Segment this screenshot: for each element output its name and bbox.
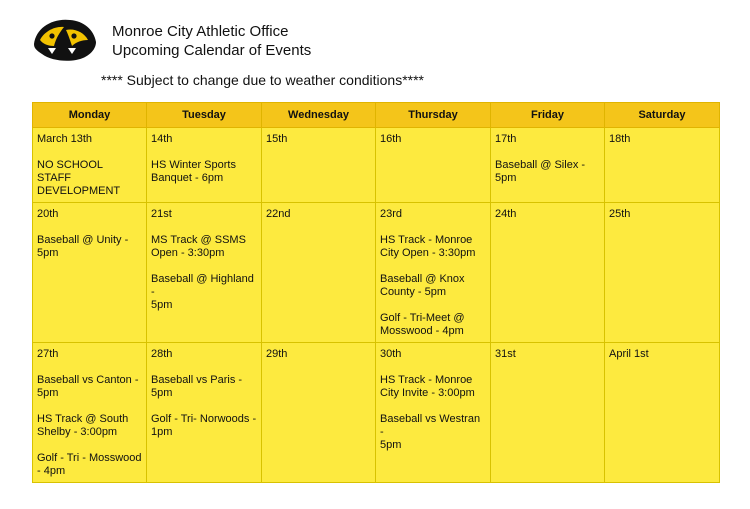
day-date: 21st <box>151 208 172 220</box>
calendar-day-cell <box>262 203 376 343</box>
day-date: 14th <box>151 133 173 145</box>
event-entry: NO SCHOOL STAFF DEVELOPMENT <box>37 159 121 197</box>
day-date: 31st <box>495 348 516 360</box>
calendar-day-cell <box>491 203 605 343</box>
day-date: 29th <box>266 348 288 360</box>
calendar-day-cell <box>605 343 720 483</box>
calendar-day-cell <box>605 128 720 203</box>
day-date: 16th <box>380 133 402 145</box>
office-name: Monroe City Athletic Office <box>112 23 289 40</box>
calendar-day-cell <box>376 128 491 203</box>
day-date: 23rd <box>380 208 403 220</box>
day-date: April 1st <box>609 348 649 360</box>
calendar-week-row <box>33 343 720 483</box>
event-entry: MS Track @ SSMS Open - 3:30pm <box>151 234 246 259</box>
day-header-monday: Monday <box>33 103 147 128</box>
calendar-day-cell <box>147 128 262 203</box>
day-date: 20th <box>37 208 59 220</box>
event-entry: Baseball vs Westran - 5pm <box>380 413 481 451</box>
calendar-day-cell <box>33 128 147 203</box>
calendar-title: Upcoming Calendar of Events <box>112 42 312 59</box>
day-date: 30th <box>380 348 402 360</box>
event-entry: Baseball vs Paris - 5pm <box>151 374 243 399</box>
calendar-week-row <box>33 128 720 203</box>
calendar-day-cell <box>605 203 720 343</box>
calendar-day-cell <box>262 128 376 203</box>
event-entry: Golf - Tri - Mosswood - 4pm <box>37 452 142 477</box>
calendar-day-cell <box>147 343 262 483</box>
event-entry: Baseball @ Silex - 5pm <box>495 159 586 184</box>
day-date: 27th <box>37 348 59 360</box>
day-date: 24th <box>495 208 517 220</box>
day-date: March 13th <box>37 133 93 145</box>
weather-notice: **** Subject to change due to weather conditions**** <box>101 72 424 88</box>
calendar-week-row <box>33 203 720 343</box>
day-date: 22nd <box>266 208 291 220</box>
day-header-saturday: Saturday <box>605 103 720 128</box>
event-entry: Baseball @ Highland - 5pm <box>151 273 254 311</box>
day-date: 18th <box>609 133 631 145</box>
day-header-thursday: Thursday <box>376 103 491 128</box>
event-entry: HS Winter Sports Banquet - 6pm <box>151 159 236 184</box>
event-entry: HS Track @ South Shelby - 3:00pm <box>37 413 129 438</box>
event-entry: Golf - Tri- Norwoods - 1pm <box>151 413 257 438</box>
day-date: 28th <box>151 348 173 360</box>
day-date: 15th <box>266 133 288 145</box>
calendar-day-cell <box>147 203 262 343</box>
calendar-day-cell <box>262 343 376 483</box>
calendar-day-cell <box>33 203 147 343</box>
calendar-header-row <box>33 103 720 128</box>
calendar-day-cell <box>491 343 605 483</box>
day-header-tuesday: Tuesday <box>147 103 262 128</box>
event-entry: HS Track - Monroe City Invite - 3:00pm <box>380 374 475 399</box>
calendar-day-cell <box>376 343 491 483</box>
event-entry: Baseball @ Unity - 5pm <box>37 234 129 259</box>
calendar-day-cell <box>491 128 605 203</box>
event-entry: HS Track - Monroe City Open - 3:30pm <box>380 234 476 259</box>
day-date: 17th <box>495 133 517 145</box>
day-date: 25th <box>609 208 631 220</box>
calendar-day-cell <box>376 203 491 343</box>
event-entry: Golf - Tri-Meet @ Mosswood - 4pm <box>380 312 465 337</box>
event-entry: Baseball vs Canton - 5pm <box>37 374 139 399</box>
calendar-day-cell <box>33 343 147 483</box>
event-entry: Baseball @ Knox County - 5pm <box>380 273 465 298</box>
page-title <box>112 22 311 60</box>
calendar-table <box>32 102 720 483</box>
day-header-wednesday: Wednesday <box>262 103 376 128</box>
panther-logo <box>30 14 98 64</box>
day-header-friday: Friday <box>491 103 605 128</box>
